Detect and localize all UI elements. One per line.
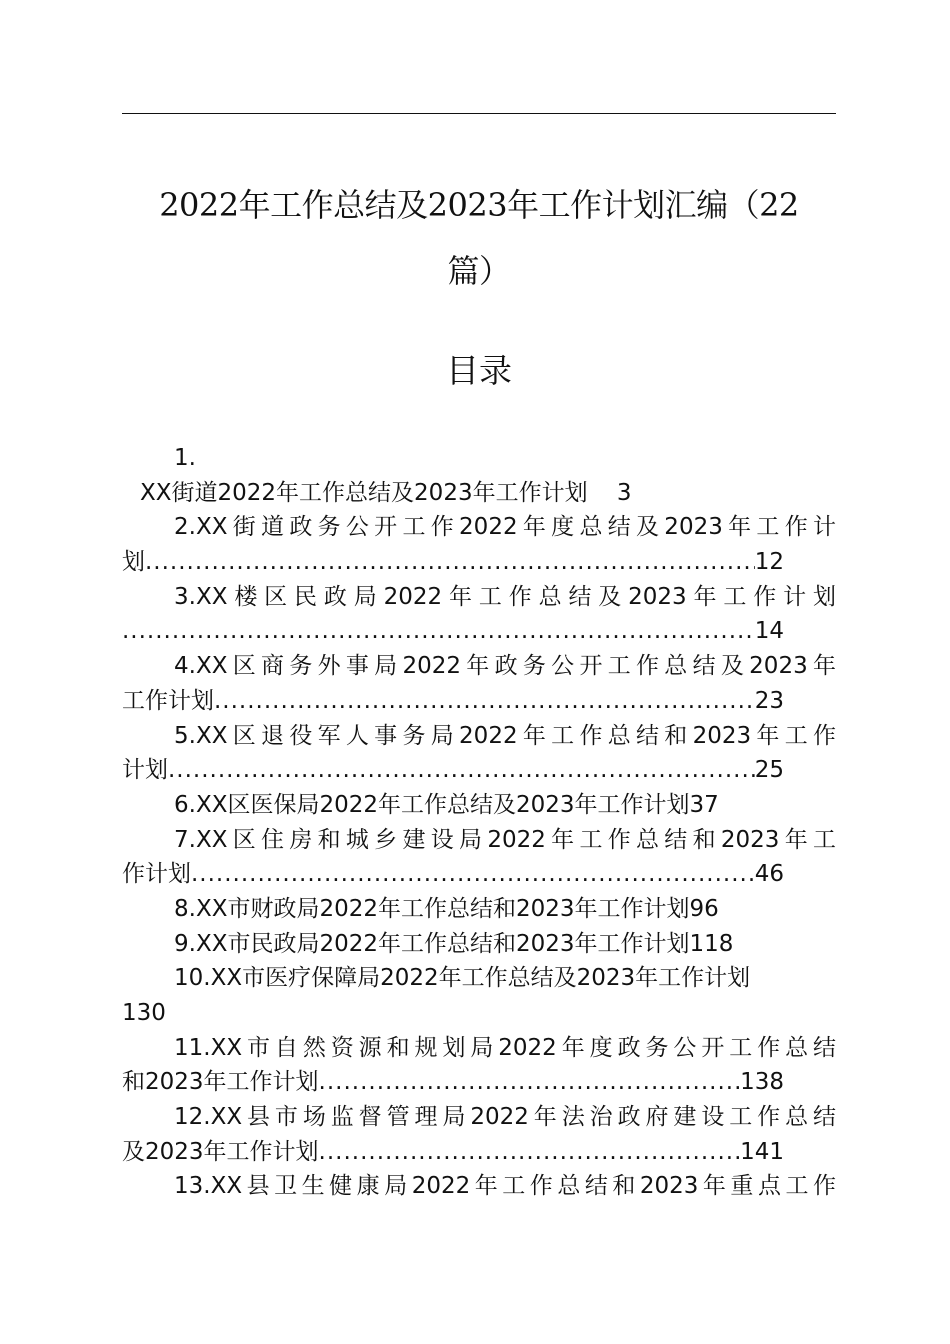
toc-entry-5-line-2[interactable] — [122, 753, 836, 788]
toc-entry-12-line-2[interactable] — [122, 1135, 836, 1170]
toc-entry-4-line-2[interactable] — [122, 684, 836, 719]
toc-entry-11-page: 138 — [740, 1069, 784, 1096]
document-title-line-2: 篇） — [447, 252, 511, 290]
toc-entry-6[interactable]: 6.XX区医保局2022年工作总结及2023年工作计划37 — [174, 791, 719, 818]
toc-entry-11-line-2[interactable] — [122, 1065, 836, 1100]
toc-leader-dots — [214, 684, 755, 719]
toc-entry-7-page: 46 — [754, 861, 784, 888]
toc-entry-1[interactable] — [122, 476, 836, 511]
table-of-contents — [122, 441, 836, 1204]
toc-entry-12-page: 141 — [740, 1138, 784, 1165]
toc-leader-dots — [319, 1135, 741, 1170]
toc-entry-3-line-1[interactable]: 3.XX楼区民政局2022年工作总结及2023年工作计划 — [174, 583, 836, 610]
toc-entry-4-title-tail: 工作计划 — [122, 687, 214, 714]
toc-entry-2-line-2[interactable] — [122, 545, 836, 580]
toc-entry-12-line-1[interactable]: 12.XX县市场监督管理局2022年法治政府建设工作总结 — [174, 1104, 836, 1131]
document-title — [122, 172, 836, 304]
toc-entry-12-title-tail: 及2023年工作计划 — [122, 1138, 319, 1165]
toc-entry-7-line-2[interactable] — [122, 857, 836, 892]
toc-entry-9[interactable]: 9.XX市民政局2022年工作总结和2023年工作计划118 — [174, 930, 734, 957]
toc-entry-11-title-tail: 和2023年工作计划 — [122, 1069, 319, 1096]
toc-leader-dots — [191, 857, 755, 892]
toc-entry-1-title: XX街道2022年工作总结及2023年工作计划 — [140, 479, 588, 506]
toc-entry-3-line-2[interactable] — [122, 614, 836, 649]
toc-entry-2-title-tail: 划 — [122, 549, 145, 576]
toc-entry-2-page: 12 — [754, 549, 784, 576]
toc-heading: 目录 — [446, 351, 512, 390]
document-title-line-1: 2022年工作总结及2023年工作计划汇编（22 — [159, 186, 799, 224]
toc-entry-3-page: 14 — [754, 618, 784, 645]
toc-entry-10-line-1[interactable]: 10.XX市医疗保障局2022年工作总结及2023年工作计划 — [174, 965, 751, 992]
toc-leader-dots — [319, 1065, 741, 1100]
toc-leader-dots — [145, 545, 755, 580]
toc-leader-dots — [168, 753, 755, 788]
toc-entry-1-number[interactable]: 1. — [174, 445, 196, 471]
toc-entry-4-line-1[interactable]: 4.XX区商务外事局2022年政务公开工作总结及2023年 — [174, 653, 836, 680]
top-rule — [122, 113, 836, 114]
toc-entry-2-line-1[interactable]: 2.XX街道政务公开工作2022年度总结及2023年工作计 — [174, 514, 836, 541]
toc-entry-1-page: 3 — [616, 479, 632, 506]
toc-entry-13-line-1[interactable]: 13.XX县卫生健康局2022年工作总结和2023年重点工作 — [174, 1173, 836, 1200]
toc-entry-11-line-1[interactable]: 11.XX市自然资源和规划局2022年度政务公开工作总结 — [174, 1034, 836, 1061]
toc-entry-5-page: 25 — [754, 757, 784, 784]
toc-entry-5-line-1[interactable]: 5.XX区退役军人事务局2022年工作总结和2023年工作 — [174, 722, 836, 749]
toc-entry-7-line-1[interactable]: 7.XX区住房和城乡建设局2022年工作总结和2023年工 — [174, 826, 836, 853]
toc-entry-4-page: 23 — [754, 687, 784, 714]
toc-leader-dots — [122, 614, 755, 649]
toc-entry-10-page[interactable]: 130 — [122, 1000, 166, 1026]
toc-entry-8[interactable]: 8.XX市财政局2022年工作总结和2023年工作计划96 — [174, 895, 719, 922]
toc-entry-7-title-tail: 作计划 — [122, 861, 191, 888]
toc-entry-5-title-tail: 计划 — [122, 757, 168, 784]
